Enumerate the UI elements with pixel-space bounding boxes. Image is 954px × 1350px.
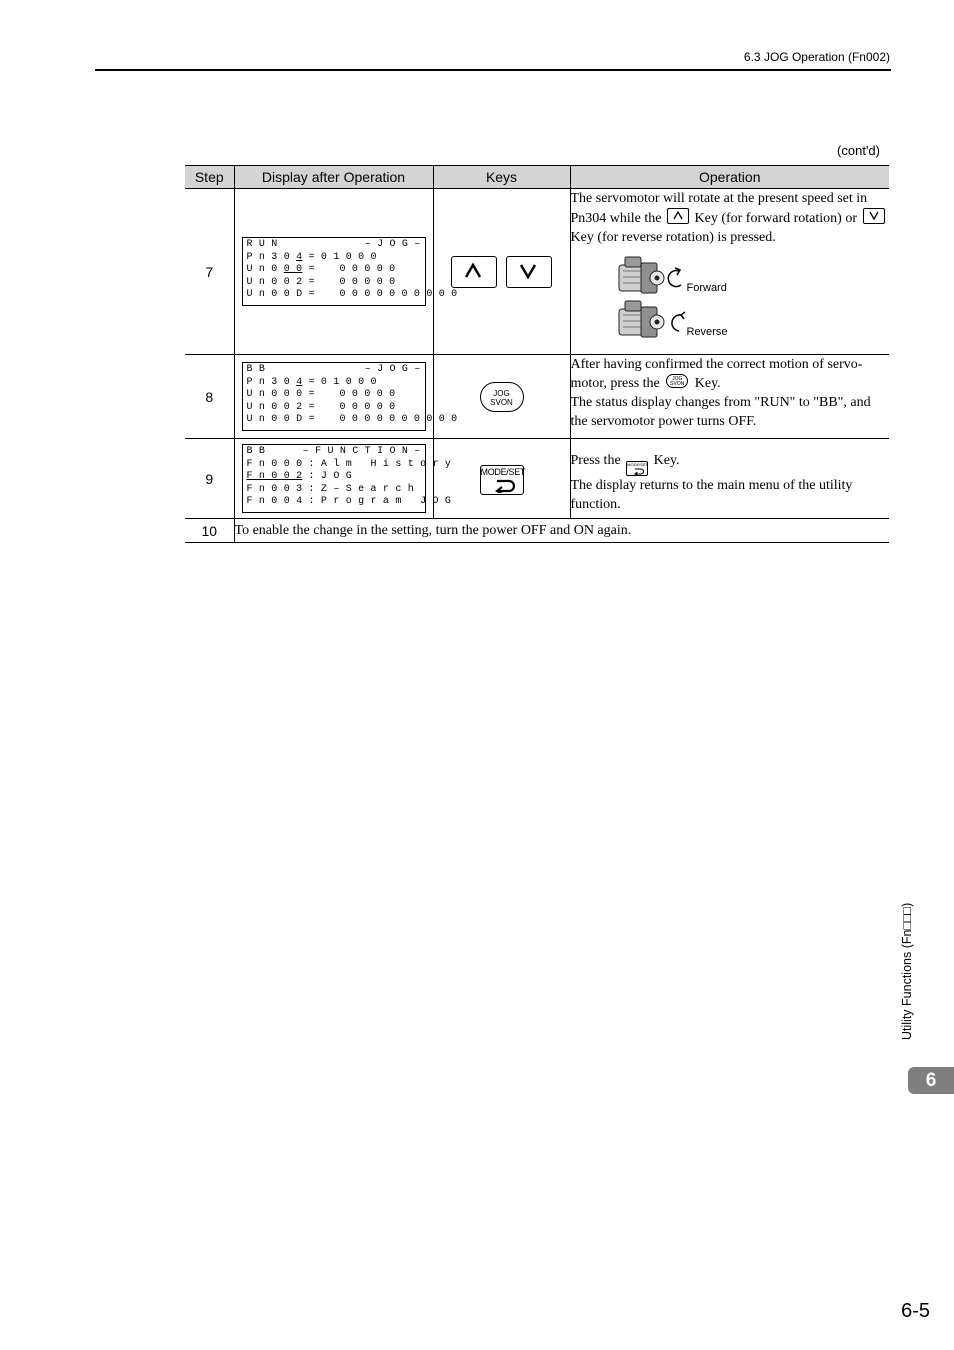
jog-steps-table (185, 165, 889, 543)
lcd-line: F n 0 0 3 : Z – S e a r c h (246, 483, 414, 495)
step-number: 10 (185, 519, 234, 543)
lcd-status: B B (246, 446, 266, 458)
section-title: 6.3 JOG Operation (Fn002) (743, 50, 890, 64)
lcd-mode: – J O G – (364, 239, 421, 251)
operation-text: The servomotor will rotate at the present speed set in Pn304 while the Key (for forward rotation) or Key (for reverse rotation) is pressed. (571, 189, 890, 247)
lcd-line: P n 3 0 4 = 0 1 0 0 0 (246, 251, 377, 263)
lcd-line: U n 0 0 D = 0 0 0 0 0 0 0 0 0 0 (246, 414, 458, 426)
lcd-status: B B (246, 364, 266, 376)
lcd-status: R U N (246, 239, 278, 251)
step-number: 8 (185, 355, 234, 439)
lcd-line: U n 0 0 2 = 0 0 0 0 0 (246, 401, 396, 413)
lcd-line: U n 0 0 D = 0 0 0 0 0 0 0 0 0 0 (246, 289, 458, 301)
lcd-mode: – J O G – (364, 364, 421, 376)
lcd-line: U n 0 0 0 = 0 0 0 0 0 (246, 264, 396, 276)
motor-rotation-figure (611, 255, 890, 351)
header-operation: Operation (570, 166, 889, 189)
header-keys: Keys (433, 166, 570, 189)
table-row (185, 439, 889, 519)
lcd-line: F n 0 0 4 : P r o g r a m J O G (246, 496, 452, 508)
table-row (185, 355, 889, 439)
lcd-display (242, 444, 452, 513)
continued-label: (cont'd) (837, 143, 880, 158)
operation-text: After having confirmed the correct motion of servo-motor, press the JOG SVON Key. The status display changes from "RUN" to "BB", and the servomotor power turns OFF. (570, 357, 871, 429)
operation-text: Press the MODE/SET Key. The display returns to the main menu of the utility function. (570, 453, 853, 512)
up-key-inline (667, 208, 689, 224)
reverse-label: Reverse (686, 326, 728, 338)
up-key-button[interactable] (451, 256, 497, 288)
mode-set-key-button[interactable]: MODE/SET (480, 465, 524, 495)
chevron-up-icon (673, 211, 683, 220)
lcd-line: U n 0 0 2 = 0 0 0 0 0 (246, 276, 396, 288)
merged-operation-text: To enable the change in the setting, turn the power OFF and ON again. (234, 519, 889, 543)
lcd-line: F n 0 0 2 : J O G (246, 471, 352, 483)
lcd-display (242, 362, 458, 431)
lcd-line: F n 0 0 0 : A l m H i s t o r y (246, 458, 452, 470)
table-row (185, 519, 889, 543)
chevron-down-icon (518, 262, 538, 280)
chapter-side-label: Utility Functions (Fn□□□) (900, 902, 914, 1040)
return-arrow-icon (491, 479, 515, 493)
lcd-mode: – F U N C T I O N – (302, 446, 421, 458)
mode-set-key-inline: MODE/SET (626, 461, 648, 476)
down-key-button[interactable] (506, 256, 552, 288)
step-number: 7 (185, 189, 234, 355)
page-number: 6-5 (901, 1300, 930, 1322)
jog-svon-key-inline: JOG SVON (666, 374, 688, 388)
header-step: Step (185, 166, 234, 189)
header-display: Display after Operation (234, 166, 433, 189)
chapter-tab: 6 (908, 1067, 954, 1094)
jog-svon-key-button[interactable]: JOG SVON (480, 382, 524, 412)
table-header-row (185, 166, 889, 189)
header-rule (95, 69, 891, 71)
lcd-line: P n 3 0 4 = 0 1 0 0 0 (246, 376, 377, 388)
servomotor-reverse-icon (611, 299, 691, 343)
lcd-line: U n 0 0 0 = 0 0 0 0 0 (246, 389, 396, 401)
servomotor-forward-icon (611, 255, 691, 299)
return-arrow-icon (632, 468, 644, 475)
forward-label: Forward (686, 282, 727, 294)
down-key-inline (863, 208, 885, 224)
lcd-display (242, 237, 458, 306)
step-number: 9 (185, 439, 234, 519)
chevron-up-icon (463, 262, 483, 280)
table-row (185, 189, 889, 355)
chevron-down-icon (869, 211, 879, 220)
